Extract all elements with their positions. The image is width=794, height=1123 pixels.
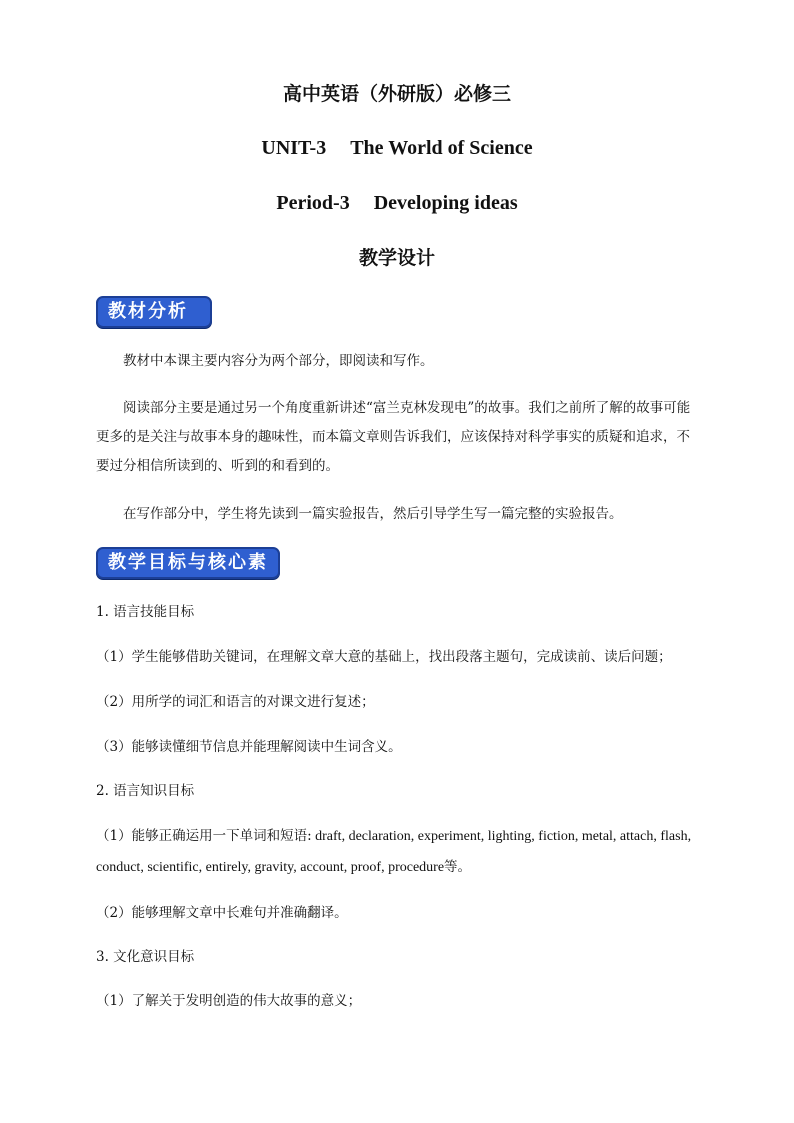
material-paragraph-2: 阅读部分主要是通过另一个角度重新讲述“富兰克林发现电”的故事。我们之前所了解的故事可能更多的是关注与故事本身的趣味性，而本篇文章则告诉我们，应该保持对科学事实的质疑和追求，不要过分相信所读到的、听到的和看到的。 (96, 400, 691, 474)
unit-title: The World of Science (350, 137, 533, 159)
material-analysis-badge: 教材分析 (96, 296, 212, 328)
goal1-item-2: （2）用所学的词汇和语言的对课文进行复述； (96, 694, 375, 710)
goal3-heading: 3. 文化意识目标 (96, 949, 195, 965)
goal2-item-1-prefix: （1）能够正确运用一下单词和短语: (96, 828, 312, 844)
material-paragraph-1: 教材中本课主要内容分为两个部分，即阅读和写作。 (123, 353, 434, 369)
goal1-item-3: （3）能够读懂细节信息并能理解阅读中生词含义。 (96, 739, 402, 755)
goal2-item-1-suffix: 等。 (444, 859, 472, 875)
goal2-heading: 2. 语言知识目标 (96, 783, 195, 799)
material-paragraph-3: 在写作部分中，学生将先读到一篇实验报告，然后引导学生写一篇完整的实验报告。 (123, 506, 623, 522)
teaching-goals-badge: 教学目标与核心素养 (96, 547, 280, 579)
unit-heading (0, 136, 794, 160)
goal2-item-1 (96, 821, 702, 883)
course-title: 高中英语（外研版）必修三 (282, 83, 511, 105)
document-type: 教学设计 (358, 247, 435, 269)
vocabulary-list: draft, declaration, experiment, lighting, fiction, metal, attach, flash, conduct, scientific, entirely, gravity, account, proof, procedure (96, 829, 692, 875)
goal2-item-2: （2）能够理解文章中长难句并准确翻译。 (96, 905, 348, 921)
period-title: Developing ideas (373, 192, 518, 214)
period-number: Period-3 (276, 192, 350, 214)
period-heading (0, 191, 794, 215)
unit-number: UNIT-3 (261, 137, 327, 159)
goal3-item-1: （1）了解关于发明创造的伟大故事的意义； (96, 993, 362, 1009)
goal1-item-1: （1）学生能够借助关键词，在理解文章大意的基础上，找出段落主题句，完成读前、读后问题； (96, 649, 672, 665)
goal1-heading: 1. 语言技能目标 (96, 604, 195, 620)
